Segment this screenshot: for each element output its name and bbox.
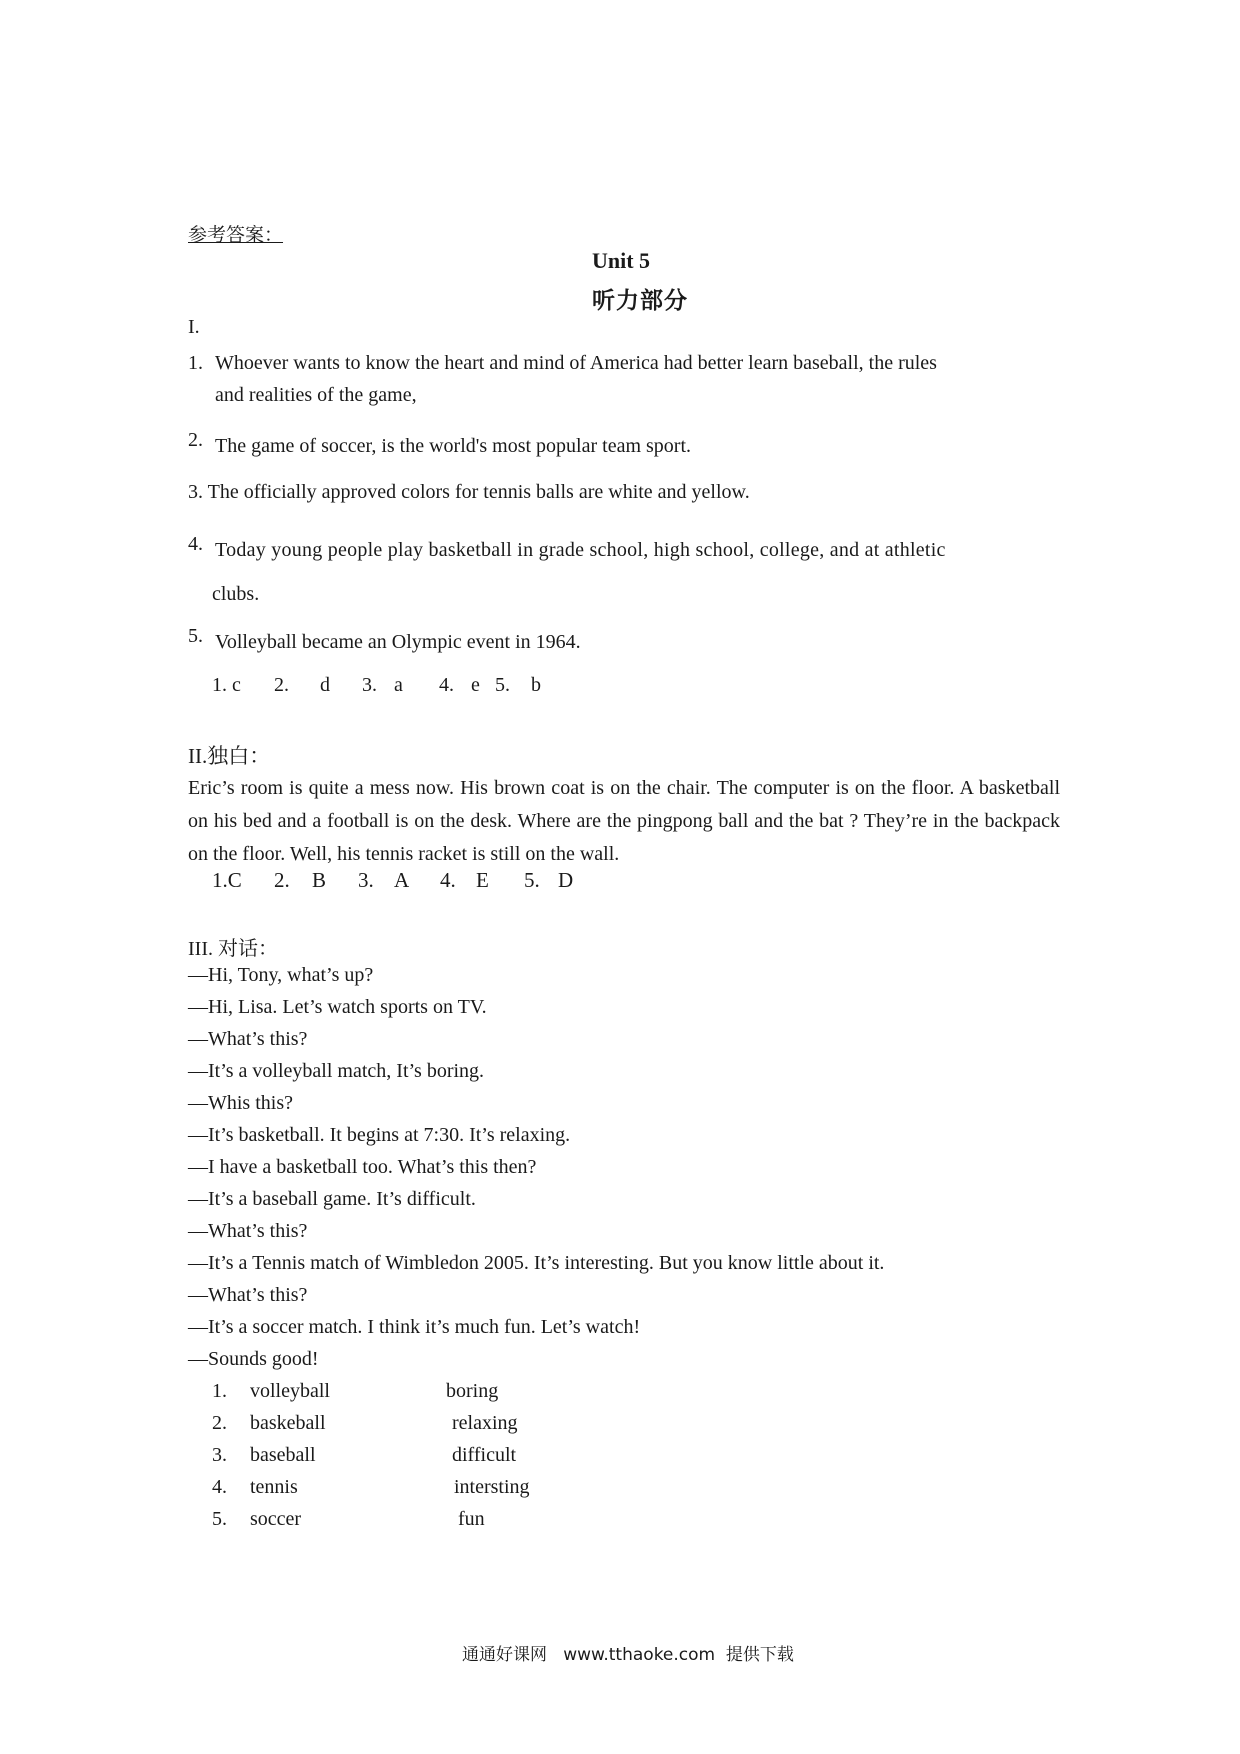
item-text: Today young people play basketball in grade school, high school, college, and at athletic bbox=[215, 539, 946, 561]
answer-token: e bbox=[471, 674, 480, 696]
vocab-sport: soccer bbox=[250, 1508, 302, 1530]
dialogue-line: —Sounds good! bbox=[188, 1348, 319, 1370]
dialogue-line: —It’s a soccer match. I think it’s much fun. Let’s watch! bbox=[188, 1316, 641, 1338]
item-number: 3. bbox=[188, 481, 203, 503]
answer-token: d bbox=[320, 674, 330, 696]
vocab-row bbox=[212, 1476, 530, 1499]
dialogue-line: —What’s this? bbox=[188, 1028, 308, 1050]
answer-key-heading: 参考答案： bbox=[188, 225, 284, 246]
list-item bbox=[188, 430, 1068, 462]
answer-token: D bbox=[558, 868, 574, 892]
vocab-sport: baskeball bbox=[250, 1412, 326, 1434]
item-number: 5. bbox=[188, 625, 203, 647]
vocab-row bbox=[212, 1380, 498, 1403]
vocab-adjective: boring bbox=[446, 1380, 499, 1402]
list-item bbox=[188, 476, 1068, 508]
answer-row bbox=[212, 674, 541, 697]
list-item bbox=[188, 347, 1068, 411]
vocab-sport: tennis bbox=[250, 1476, 298, 1498]
section-3-label: III. 对话： bbox=[188, 938, 278, 960]
vocab-adjective: intersting bbox=[454, 1476, 530, 1498]
item-number: 1. bbox=[188, 352, 203, 374]
vocab-number: 5. bbox=[212, 1508, 227, 1530]
item-text: Whoever wants to know the heart and mind of America had better learn baseball, the rules bbox=[215, 352, 937, 374]
list-item bbox=[188, 626, 1068, 658]
answer-token: a bbox=[394, 674, 403, 696]
answer-token: 2. bbox=[274, 674, 289, 696]
dialogue-line: —It’s a volleyball match, It’s boring. bbox=[188, 1060, 485, 1082]
answer-row bbox=[212, 868, 573, 893]
vocab-number: 1. bbox=[212, 1380, 227, 1402]
vocab-sport: baseball bbox=[250, 1444, 316, 1466]
dialogue-line: —Hi, Tony, what’s up? bbox=[188, 964, 374, 986]
vocab-adjective: difficult bbox=[452, 1444, 517, 1466]
dialogue-line: —Whis this? bbox=[188, 1092, 293, 1114]
item-continuation: clubs. bbox=[212, 583, 260, 605]
answer-token: B bbox=[312, 868, 327, 892]
vocab-row bbox=[212, 1508, 485, 1531]
dialogue-line: —It’s a baseball game. It’s difficult. bbox=[188, 1188, 476, 1210]
dialogue-line: —It’s a Tennis match of Wimbledon 2005. It’s interesting. But you know little about it. bbox=[188, 1252, 885, 1274]
answer-token: b bbox=[531, 674, 541, 696]
answer-token: 4. bbox=[439, 674, 454, 696]
unit-title: Unit 5 bbox=[592, 248, 651, 273]
section-title: 听力部分 bbox=[592, 288, 688, 314]
page-footer: 通通好课网 www.tthaoke.com 提供下载 bbox=[462, 1645, 794, 1665]
answer-token: 3. bbox=[362, 674, 377, 696]
answer-token: 1. c bbox=[212, 674, 241, 696]
vocab-adjective: fun bbox=[458, 1508, 485, 1530]
vocab-number: 3. bbox=[212, 1444, 227, 1466]
answer-token: 2. bbox=[274, 868, 290, 892]
answer-token: 5. bbox=[524, 868, 540, 892]
item-number: 4. bbox=[188, 533, 203, 555]
vocab-row bbox=[212, 1412, 518, 1435]
dialogue-line: —What’s this? bbox=[188, 1220, 308, 1242]
item-text: The officially approved colors for tennis balls are white and yellow. bbox=[207, 481, 750, 503]
item-number: 2. bbox=[188, 429, 203, 451]
vocab-number: 2. bbox=[212, 1412, 227, 1434]
monologue-paragraph: Eric’s room is quite a mess now. His brown coat is on the chair. The computer is on the floor. A basketball on his bed and a football is on the desk. Where are the pingpong ball and the bat ? They’re in the backpack on the floor. Well, his tennis racket is still on the wall. bbox=[188, 777, 1060, 865]
vocab-number: 4. bbox=[212, 1476, 227, 1498]
section-2-label: II.独白： bbox=[188, 744, 271, 768]
dialogue-line: —What’s this? bbox=[188, 1284, 308, 1306]
vocab-row bbox=[212, 1444, 516, 1467]
answer-token: 1.C bbox=[212, 868, 242, 892]
item-text: The game of soccer, is the world's most popular team sport. bbox=[215, 435, 692, 457]
item-text: Volleyball became an Olympic event in 1964. bbox=[215, 631, 581, 653]
answer-token: 3. bbox=[358, 868, 374, 892]
answer-token: E bbox=[476, 868, 489, 892]
dialogue-line: —Hi, Lisa. Let’s watch sports on TV. bbox=[188, 996, 487, 1018]
answer-token: A bbox=[394, 868, 410, 892]
list-item bbox=[188, 528, 1068, 616]
vocab-adjective: relaxing bbox=[452, 1412, 518, 1434]
answer-token: 4. bbox=[440, 868, 456, 892]
dialogue-line: —It’s basketball. It begins at 7:30. It’s relaxing. bbox=[188, 1124, 571, 1146]
vocab-sport: volleyball bbox=[250, 1380, 330, 1402]
item-continuation: and realities of the game, bbox=[215, 384, 417, 406]
answer-token: 5. bbox=[495, 674, 510, 696]
section-1-label: I. bbox=[188, 316, 200, 338]
dialogue-line: —I have a basketball too. What’s this then? bbox=[188, 1156, 537, 1178]
